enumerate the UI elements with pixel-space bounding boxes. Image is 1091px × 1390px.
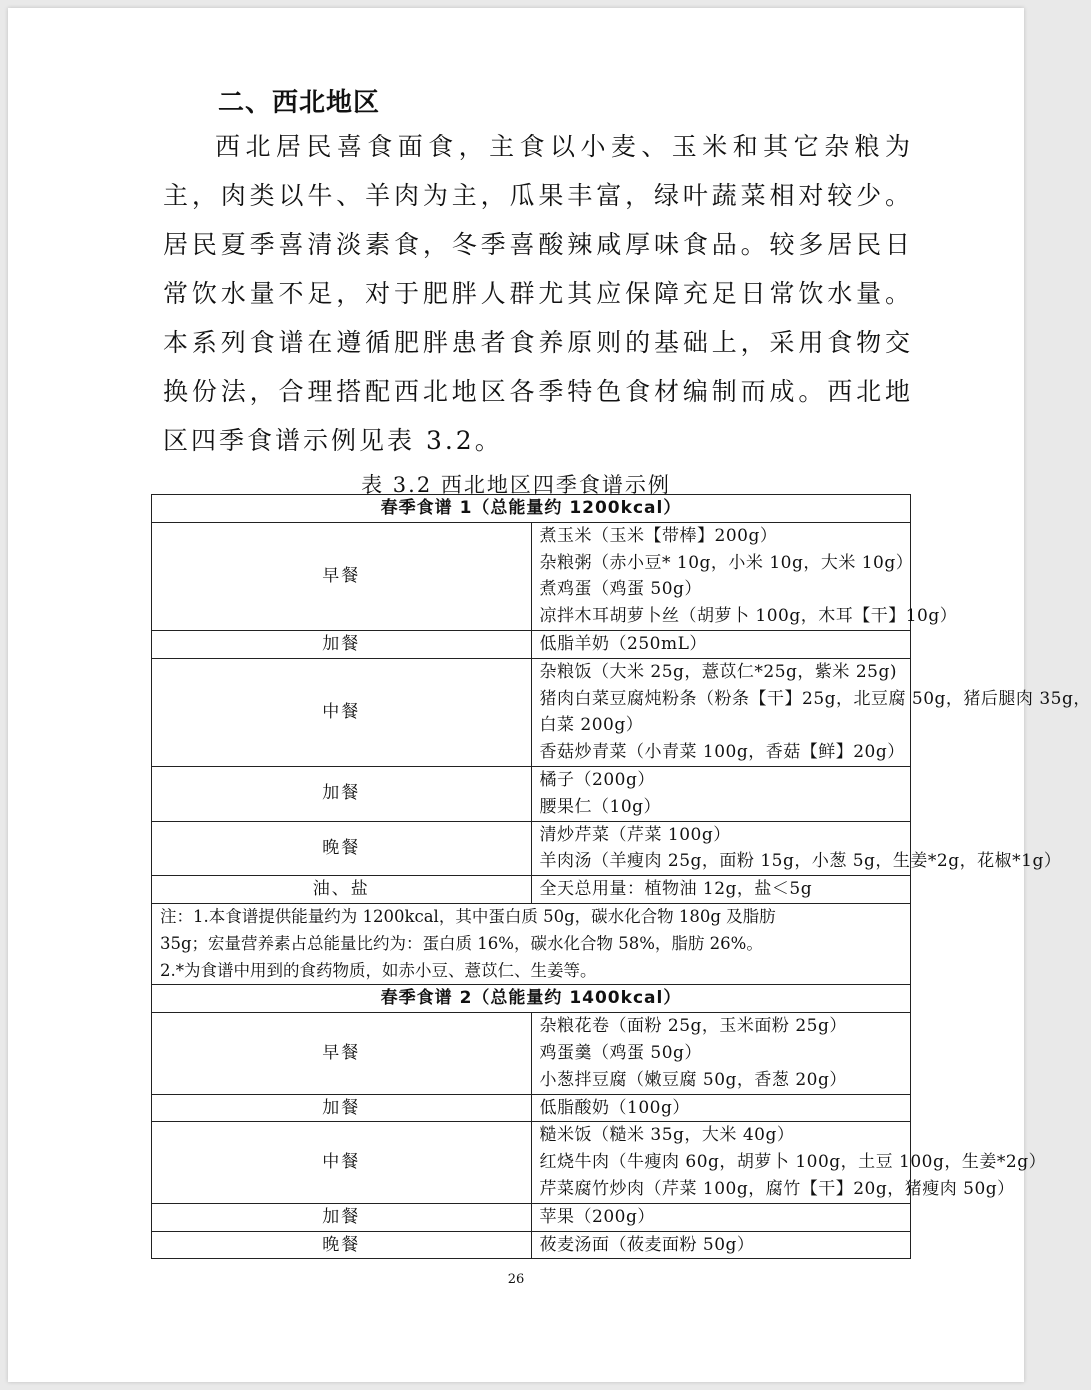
meal-label: 加餐 — [152, 766, 532, 821]
dish-line: 杂粮花卷（面粉 25g，玉米面粉 25g） — [539, 1016, 847, 1037]
meal-label: 中餐 — [152, 1122, 532, 1203]
meal-dishes — [531, 1231, 911, 1259]
dish-line: 小葱拌豆腐（嫩豆腐 50g，香葱 20g） — [539, 1069, 847, 1090]
meal-label: 加餐 — [152, 1094, 532, 1122]
meal-dishes — [531, 1203, 911, 1231]
table-row — [152, 985, 911, 1013]
meal-dishes — [531, 821, 1062, 876]
dish-line: 杂粮饭（大米 25g，薏苡仁*25g，紫米 25g) — [539, 661, 897, 682]
document-page — [8, 8, 1091, 1382]
dish-line: 腰果仁（10g） — [539, 796, 662, 817]
table-row — [152, 630, 911, 658]
dish-line: 凉拌木耳胡萝卜丝（胡萝卜 100g，木耳【干】10g） — [539, 606, 958, 627]
dish-line: 杂粮粥（赤小豆* 10g，小米 10g，大米 10g） — [539, 552, 914, 573]
note-line: 35g；宏量营养素占总能量比约为：蛋白质 16%，碳水化合物 58%，脂肪 26%。 — [160, 933, 763, 953]
table-row — [152, 1231, 911, 1259]
meal-label: 加餐 — [152, 630, 532, 658]
dish-line: 羊肉汤（羊瘦肉 25g，面粉 15g，小葱 5g，生姜*2g，花椒*1g） — [539, 851, 1062, 872]
meal-dishes — [531, 876, 911, 904]
note-line: 注：1.本食谱提供能量约为 1200kcal，其中蛋白质 50g，碳水化合物 180g 及脂肪 — [160, 906, 776, 926]
meal-label: 油、盐 — [152, 876, 532, 904]
table-row — [152, 766, 911, 821]
table-caption: 表 3.2 西北地区四季食谱示例 — [361, 473, 671, 497]
dish-line: 煮玉米（玉米【带棒】200g） — [539, 525, 778, 546]
page-number: 26 — [507, 1272, 525, 1287]
menu2-title: 春季食谱 2（总能量约 1400kcal） — [152, 985, 911, 1013]
dish-line: 苹果（200g） — [539, 1206, 655, 1227]
meal-label: 早餐 — [152, 1013, 532, 1094]
dish-line: 低脂羊奶（250mL） — [539, 633, 707, 654]
recipe-table — [151, 494, 1091, 1259]
meal-dishes — [531, 1013, 911, 1094]
table-row — [152, 821, 911, 876]
table-row — [152, 1122, 911, 1203]
menu1-notes — [152, 903, 911, 984]
table-row — [152, 1203, 911, 1231]
menu1-title: 春季食谱 1（总能量约 1200kcal） — [152, 495, 911, 523]
table-row — [152, 522, 911, 630]
note-line: 2.*为食谱中用到的食药物质，如赤小豆、薏苡仁、生姜等。 — [160, 960, 597, 980]
meal-dishes — [531, 522, 958, 630]
intro-paragraph: 西北居民喜食面食，主食以小麦、玉米和其它杂粮为主，肉类以牛、羊肉为主，瓜果丰富，绿叶蔬菜相对较少。居民夏季喜清淡素食，冬季喜酸辣咸厚味食品。较多居民日常饮水量不足，对于肥胖人群尤其应保障充足日常饮水量。本系列食谱在遵循肥胖患者食养原则的基础上，采用食物交换份法，合理搭配西北地区各季特色食材编制而成。西北地区四季食谱示例见表 3.2。 — [163, 132, 913, 455]
table-row — [152, 876, 911, 904]
table-row — [152, 1013, 911, 1094]
dish-line: 猪肉白菜豆腐炖粉条（粉条【干】25g，北豆腐 50g，猪后腿肉 35g， — [539, 688, 1091, 709]
table-row — [152, 903, 911, 984]
dish-line: 莜麦汤面（莜麦面粉 50g） — [539, 1234, 755, 1255]
dish-line: 鸡蛋羹（鸡蛋 50g） — [539, 1042, 702, 1063]
meal-dishes — [531, 1094, 911, 1122]
table-row — [152, 1094, 911, 1122]
table-row — [152, 658, 911, 766]
meal-dishes — [531, 1122, 1047, 1203]
table-row — [152, 495, 911, 523]
dish-line: 清炒芹菜（芹菜 100g） — [539, 824, 731, 845]
dish-line: 红烧牛肉（牛瘦肉 60g，胡萝卜 100g，土豆 100g，生姜*2g） — [539, 1152, 1047, 1173]
dish-line: 橘子（200g） — [539, 769, 655, 790]
dish-line: 全天总用量：植物油 12g，盐＜5g — [539, 879, 813, 900]
meal-dishes — [531, 658, 1091, 766]
section-heading: 二、西北地区 — [218, 88, 381, 118]
meal-label: 中餐 — [152, 658, 532, 766]
dish-line: 煮鸡蛋（鸡蛋 50g） — [539, 579, 702, 600]
meal-label: 加餐 — [152, 1203, 532, 1231]
meal-label: 早餐 — [152, 522, 532, 630]
meal-dishes — [531, 766, 911, 821]
dish-line: 芹菜腐竹炒肉（芹菜 100g，腐竹【干】20g，猪瘦肉 50g） — [539, 1178, 1015, 1199]
dish-line: 低脂酸奶（100g） — [539, 1097, 690, 1118]
meal-label: 晚餐 — [152, 1231, 532, 1259]
dish-line: 香菇炒青菜（小青菜 100g，香菇【鲜】20g） — [539, 742, 905, 763]
meal-dishes — [531, 630, 911, 658]
dish-line: 糙米饭（糙米 35g，大米 40g） — [539, 1125, 795, 1146]
dish-line: 白菜 200g） — [539, 715, 644, 736]
meal-label: 晚餐 — [152, 821, 532, 876]
